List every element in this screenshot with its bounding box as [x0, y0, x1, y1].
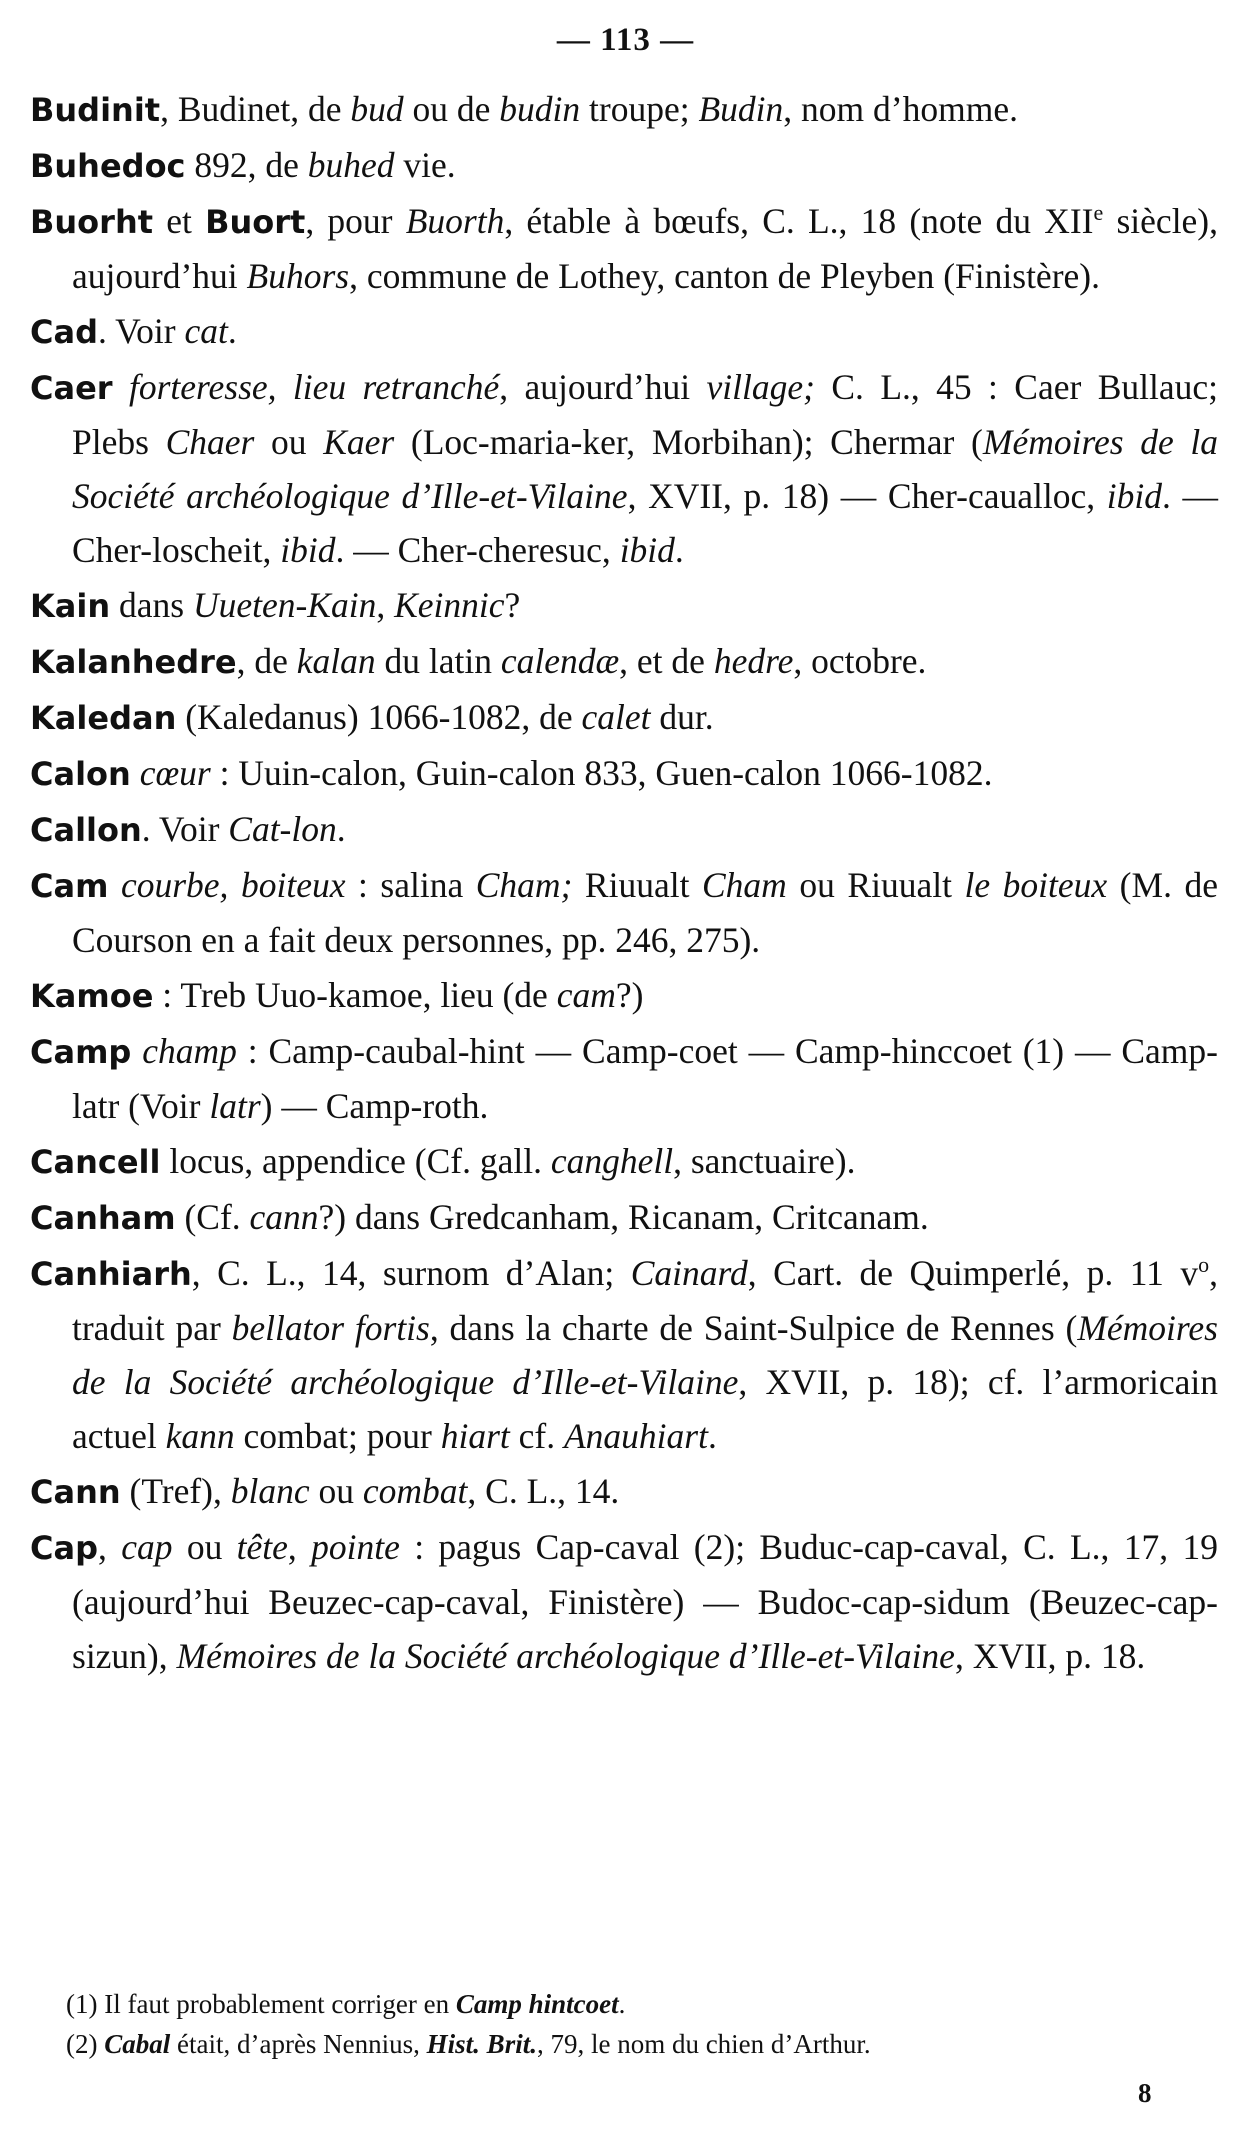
entry-headword: Buhedoc: [30, 147, 186, 185]
dictionary-entry: [30, 360, 1218, 577]
dictionary-entry: [30, 194, 1218, 303]
entry-body: , C. L., 14, surnom d’Alan; Cainard, Cart. de Quimperlé, p. 11 $v^o$, traduit par bellator fortis, dans la charte de Saint-Sulpice de Rennes (Mémoires de la Société archéologique d’Ille-et-Vilaine, XVII, p. 18); cf. l’armoricain actuel kann combat; pour hiart cf. Anauhiart.: [72, 1252, 1218, 1456]
entry-body: cœur : Uuin-calon, Guin-calon 833, Guen-calon 1066-1082.: [139, 753, 993, 793]
dictionary-entry: [30, 968, 1218, 1023]
footnote: (1) Il faut probablement corriger en Camp hintcoet.: [66, 1989, 626, 2019]
entry-body: et Buort, pour Buorth, étable à bœufs, C. L., 18 (note du XIIe siècle), aujourd’hui Buhors, commune de Lothey, canton de Pleyben (Finistère).: [72, 200, 1219, 296]
dictionary-entry: [30, 1190, 1218, 1245]
entry-body: locus, appendice (Cf. gall. canghell, sanctuaire).: [160, 1141, 856, 1181]
entry-headword: Canhiarh: [30, 1255, 192, 1293]
entry-headword: Cad: [30, 313, 98, 351]
entry-headword: Buorht: [30, 203, 154, 241]
entry-headword: Cam: [30, 867, 109, 905]
entry-body: (Cf. cann?) dans Gredcanham, Ricanam, Critcanam.: [175, 1197, 929, 1237]
entry-headword: Camp: [30, 1033, 132, 1071]
entry-headword: Kain: [30, 587, 111, 625]
entry-body: (Kaledanus) 1066-1082, de calet dur.: [176, 697, 714, 737]
dictionary-entry: [30, 1464, 1218, 1519]
dictionary-entry: [30, 138, 1218, 193]
entry-headword: Calon: [30, 755, 131, 793]
dictionary-entry: [30, 858, 1218, 967]
entry-body: 892, de buhed vie.: [185, 145, 456, 185]
dictionary-entry: [30, 1024, 1218, 1133]
entry-headword: Cancell: [30, 1143, 161, 1181]
entry-body: (Tref), blanc ou combat, C. L., 14.: [120, 1471, 620, 1511]
dictionary-entry: [30, 634, 1218, 689]
dictionary-entry: [30, 746, 1218, 801]
entry-body: , de kalan du latin calendæ, et de hedre, octobre.: [236, 641, 927, 681]
entry-headword: Canham: [30, 1199, 176, 1237]
footnote: (2) Cabal était, d’après Nennius, Hist. Brit., 79, le nom du chien d’Arthur.: [66, 2029, 871, 2059]
entry-headword: Budinit: [30, 91, 161, 129]
entry-body: courbe, boiteux : salina Cham; Riuualt Cham ou Riuualt le boiteux (M. de Courson en a fait deux personnes, pp. 246, 275).: [72, 865, 1218, 960]
footnotes: [66, 1984, 1216, 2064]
entry-headword: Kamoe: [30, 977, 154, 1015]
dictionary-entry: [30, 1134, 1218, 1189]
entry-headword: Kalanhedre: [30, 643, 237, 681]
entry-body: . Voir cat.: [97, 311, 237, 351]
dictionary-entry: [30, 304, 1218, 359]
dictionary-entry: [30, 1520, 1218, 1683]
entry-body: forteresse, lieu retranché, aujourd’hui village; C. L., 45 : Caer Bullauc; Plebs Chaer ou Kaer (Loc-maria-ker, Morbihan); Chermar (Mémoires de la Société archéologique d’Ille-et-Vilaine, XVII, p. 18) — Cher-caualloc, ibid. — Cher-loscheit, ibid. — Cher-cheresuc, ibid.: [72, 367, 1219, 570]
entry-body: dans Uueten-Kain, Keinnic?: [110, 585, 521, 625]
dictionary-entry: [30, 82, 1218, 137]
page-number: — 113 —: [556, 22, 695, 58]
dictionary-entry: [30, 1246, 1218, 1463]
entry-body: champ : Camp-caubal-hint — Camp-coet — Camp-hinccoet (1) — Camp-latr (Voir latr) — Camp-roth.: [72, 1031, 1218, 1126]
entry-headword: Cap: [30, 1529, 98, 1567]
entry-body: : Treb Uuo-kamoe, lieu (de cam?): [153, 975, 644, 1015]
dictionary-entry: [30, 578, 1218, 633]
entry-headword: Cann: [30, 1473, 121, 1511]
entry-body: , cap ou tête, pointe : pagus Cap-caval (2); Buduc-cap-caval, C. L., 17, 19 (aujourd’hui Beuzec-cap-caval, Finistère) — Budoc-cap-sidum (Beuzec-cap-sizun), Mémoires de la Société archéologique d’Ille-et-Vilaine, XVII, p. 18.: [72, 1527, 1218, 1676]
entry-headword: Callon: [30, 811, 142, 849]
dictionary-entry: [30, 802, 1218, 857]
printer-signature-mark: 8: [1138, 2078, 1152, 2108]
entry-body: . Voir Cat-lon.: [141, 809, 346, 849]
entry-body: , Budinet, de bud ou de budin troupe; Budin, nom d’homme.: [160, 89, 1018, 129]
dictionary-entries: [30, 82, 1218, 1683]
entry-headword: Kaledan: [30, 699, 177, 737]
dictionary-entry: [30, 690, 1218, 745]
entry-headword: Caer: [30, 369, 113, 407]
